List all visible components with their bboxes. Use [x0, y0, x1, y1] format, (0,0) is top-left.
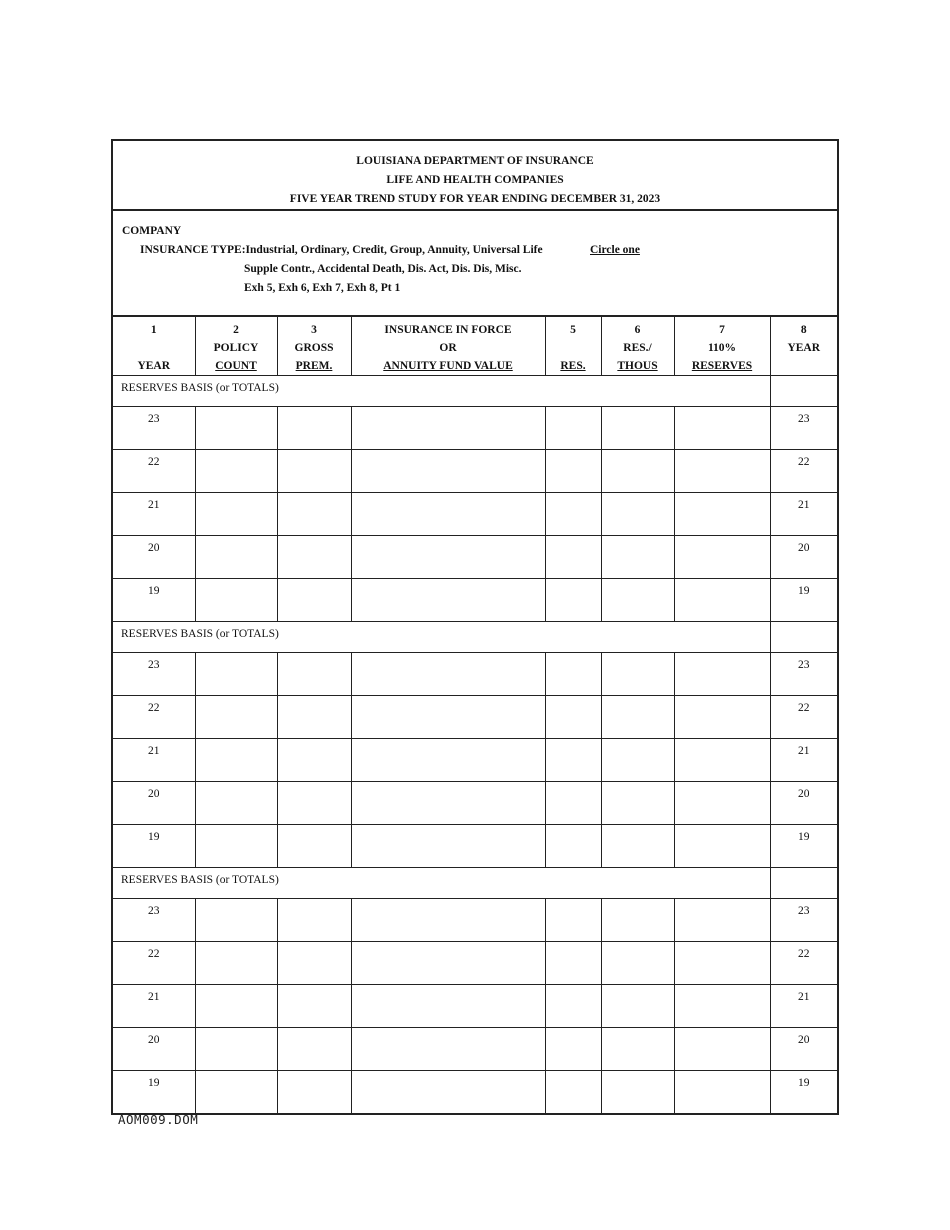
reserves-basis-label: RESERVES BASIS (or TOTALS) [113, 376, 770, 407]
entry-cell[interactable] [601, 1071, 674, 1114]
insurance-type-options-1[interactable]: Industrial, Ordinary, Credit, Group, Annuity, Universal Life [245, 244, 543, 256]
col-1-header: 1 YEAR [113, 317, 195, 376]
entry-cell[interactable] [674, 942, 770, 985]
table-row [113, 493, 837, 536]
year-cell: 23 [113, 653, 195, 696]
entry-cell[interactable] [545, 450, 601, 493]
year-cell-right: 20 [770, 782, 837, 825]
entry-cell[interactable] [545, 653, 601, 696]
entry-cell[interactable] [601, 942, 674, 985]
entry-cell[interactable] [351, 782, 545, 825]
entry-cell[interactable] [195, 985, 277, 1028]
table-row [113, 1028, 837, 1071]
column-header-row [113, 317, 837, 376]
insurance-type-line [140, 241, 837, 260]
entry-cell[interactable] [351, 1028, 545, 1071]
year-cell-right: 23 [770, 899, 837, 942]
entry-cell[interactable] [601, 1028, 674, 1071]
section-year-blank-cell[interactable] [770, 376, 837, 407]
year-cell-right: 19 [770, 579, 837, 622]
col-6-header: 6 RES./ THOUS [601, 317, 674, 376]
entry-cell[interactable] [601, 407, 674, 450]
entry-cell[interactable] [545, 942, 601, 985]
col-7-header: 7 110% RESERVES [674, 317, 770, 376]
entry-cell[interactable] [277, 782, 351, 825]
insurance-type-label: INSURANCE TYPE: [140, 244, 246, 256]
year-cell-right: 22 [770, 696, 837, 739]
year-cell-right: 23 [770, 407, 837, 450]
entry-cell[interactable] [351, 985, 545, 1028]
entry-cell[interactable] [195, 942, 277, 985]
year-cell: 19 [113, 579, 195, 622]
table-row [113, 1071, 837, 1114]
entry-cell[interactable] [674, 450, 770, 493]
section-header-row [113, 622, 837, 653]
table-row [113, 782, 837, 825]
entry-cell[interactable] [195, 782, 277, 825]
entry-cell[interactable] [195, 739, 277, 782]
entry-cell[interactable] [195, 696, 277, 739]
entry-cell[interactable] [277, 942, 351, 985]
year-cell: 23 [113, 899, 195, 942]
year-cell: 20 [113, 536, 195, 579]
entry-cell[interactable] [601, 493, 674, 536]
company-label: COMPANY [122, 225, 182, 237]
entry-cell[interactable] [351, 450, 545, 493]
year-cell: 22 [113, 696, 195, 739]
entry-cell[interactable] [195, 653, 277, 696]
entry-cell[interactable] [351, 942, 545, 985]
entry-cell[interactable] [601, 696, 674, 739]
trend-study-form [111, 139, 839, 1115]
year-cell: 23 [113, 407, 195, 450]
table-row [113, 899, 837, 942]
entry-cell[interactable] [674, 825, 770, 868]
entry-cell[interactable] [195, 825, 277, 868]
entry-cell[interactable] [674, 653, 770, 696]
header-line-1: LOUISIANA DEPARTMENT OF INSURANCE [356, 155, 594, 167]
entry-cell[interactable] [601, 579, 674, 622]
entry-cell[interactable] [277, 825, 351, 868]
entry-cell[interactable] [277, 579, 351, 622]
circle-one-instruction: Circle one [590, 244, 640, 256]
entry-cell[interactable] [601, 536, 674, 579]
year-cell-right: 21 [770, 739, 837, 782]
year-cell: 20 [113, 1028, 195, 1071]
reserves-basis-label: RESERVES BASIS (or TOTALS) [113, 868, 770, 899]
entry-cell[interactable] [545, 579, 601, 622]
entry-cell[interactable] [674, 696, 770, 739]
entry-cell[interactable] [545, 782, 601, 825]
col-4-header: INSURANCE IN FORCE OR ANNUITY FUND VALUE [351, 317, 545, 376]
entry-cell[interactable] [601, 825, 674, 868]
year-cell: 20 [113, 782, 195, 825]
entry-cell[interactable] [277, 1071, 351, 1114]
entry-cell[interactable] [674, 782, 770, 825]
entry-cell[interactable] [351, 407, 545, 450]
header-line-2: LIFE AND HEALTH COMPANIES [386, 174, 564, 186]
table-row [113, 942, 837, 985]
entry-cell[interactable] [351, 536, 545, 579]
entry-cell[interactable] [674, 899, 770, 942]
year-cell-right: 19 [770, 1071, 837, 1114]
col-3-header: 3 GROSS PREM. [277, 317, 351, 376]
col-5-header: 5 RES. [545, 317, 601, 376]
entry-cell[interactable] [195, 407, 277, 450]
entry-cell[interactable] [545, 899, 601, 942]
entry-cell[interactable] [351, 1071, 545, 1114]
entry-cell[interactable] [277, 739, 351, 782]
header-line-3: FIVE YEAR TREND STUDY FOR YEAR ENDING DECEMBER 31, 2023 [289, 193, 661, 205]
table-row [113, 985, 837, 1028]
form-header [113, 141, 837, 211]
entry-cell[interactable] [545, 739, 601, 782]
entry-cell[interactable] [601, 985, 674, 1028]
year-cell: 21 [113, 985, 195, 1028]
trend-table [113, 317, 837, 1113]
entry-cell[interactable] [674, 739, 770, 782]
table-row [113, 579, 837, 622]
entry-cell[interactable] [277, 536, 351, 579]
section-year-blank-cell[interactable] [770, 622, 837, 653]
entry-cell[interactable] [195, 899, 277, 942]
entry-cell[interactable] [277, 653, 351, 696]
entry-cell[interactable] [674, 1071, 770, 1114]
entry-cell[interactable] [277, 696, 351, 739]
entry-cell[interactable] [674, 1028, 770, 1071]
entry-cell[interactable] [351, 493, 545, 536]
entry-cell[interactable] [674, 407, 770, 450]
year-cell: 22 [113, 942, 195, 985]
entry-cell[interactable] [545, 536, 601, 579]
insurance-type-options-2[interactable]: Supple Contr., Accidental Death, Dis. Act, Dis. Dis, Misc. [244, 263, 522, 275]
year-cell: 21 [113, 739, 195, 782]
entry-cell[interactable] [674, 493, 770, 536]
table-row [113, 407, 837, 450]
entry-cell[interactable] [277, 493, 351, 536]
entry-cell[interactable] [351, 739, 545, 782]
document-code: AOM009.DOM [118, 1112, 199, 1127]
entry-cell[interactable] [195, 579, 277, 622]
entry-cell[interactable] [674, 579, 770, 622]
entry-cell[interactable] [351, 696, 545, 739]
table-row [113, 825, 837, 868]
entry-cell[interactable] [545, 1071, 601, 1114]
section-header-row [113, 868, 837, 899]
section-year-blank-cell[interactable] [770, 868, 837, 899]
year-cell-right: 21 [770, 493, 837, 536]
entry-cell[interactable] [601, 653, 674, 696]
entry-cell[interactable] [277, 407, 351, 450]
entry-cell[interactable] [195, 536, 277, 579]
entry-cell[interactable] [545, 493, 601, 536]
company-section [113, 211, 837, 317]
entry-cell[interactable] [545, 407, 601, 450]
entry-cell[interactable] [601, 450, 674, 493]
table-row [113, 696, 837, 739]
insurance-type-options-3[interactable]: Exh 5, Exh 6, Exh 7, Exh 8, Pt 1 [244, 282, 401, 294]
entry-cell[interactable] [277, 1028, 351, 1071]
entry-cell[interactable] [351, 653, 545, 696]
year-cell: 19 [113, 825, 195, 868]
entry-cell[interactable] [195, 1028, 277, 1071]
entry-cell[interactable] [277, 899, 351, 942]
table-row [113, 739, 837, 782]
year-cell-right: 20 [770, 536, 837, 579]
year-cell-right: 22 [770, 942, 837, 985]
entry-cell[interactable] [277, 985, 351, 1028]
entry-cell[interactable] [277, 450, 351, 493]
table-row [113, 653, 837, 696]
col-8-header: 8 YEAR [770, 317, 837, 376]
entry-cell[interactable] [674, 536, 770, 579]
year-cell-right: 23 [770, 653, 837, 696]
entry-cell[interactable] [601, 899, 674, 942]
year-cell: 21 [113, 493, 195, 536]
entry-cell[interactable] [545, 1028, 601, 1071]
reserves-basis-label: RESERVES BASIS (or TOTALS) [113, 622, 770, 653]
year-cell: 19 [113, 1071, 195, 1114]
section-header-row [113, 376, 837, 407]
col-2-header: 2 POLICY COUNT [195, 317, 277, 376]
entry-cell[interactable] [545, 985, 601, 1028]
year-cell: 22 [113, 450, 195, 493]
entry-cell[interactable] [601, 739, 674, 782]
year-cell-right: 19 [770, 825, 837, 868]
entry-cell[interactable] [195, 450, 277, 493]
year-cell-right: 20 [770, 1028, 837, 1071]
entry-cell[interactable] [674, 985, 770, 1028]
entry-cell[interactable] [545, 825, 601, 868]
table-row [113, 536, 837, 579]
year-cell-right: 21 [770, 985, 837, 1028]
entry-cell[interactable] [601, 782, 674, 825]
table-row [113, 450, 837, 493]
entry-cell[interactable] [545, 696, 601, 739]
entry-cell[interactable] [351, 579, 545, 622]
entry-cell[interactable] [351, 899, 545, 942]
year-cell-right: 22 [770, 450, 837, 493]
entry-cell[interactable] [351, 825, 545, 868]
entry-cell[interactable] [195, 1071, 277, 1114]
entry-cell[interactable] [195, 493, 277, 536]
